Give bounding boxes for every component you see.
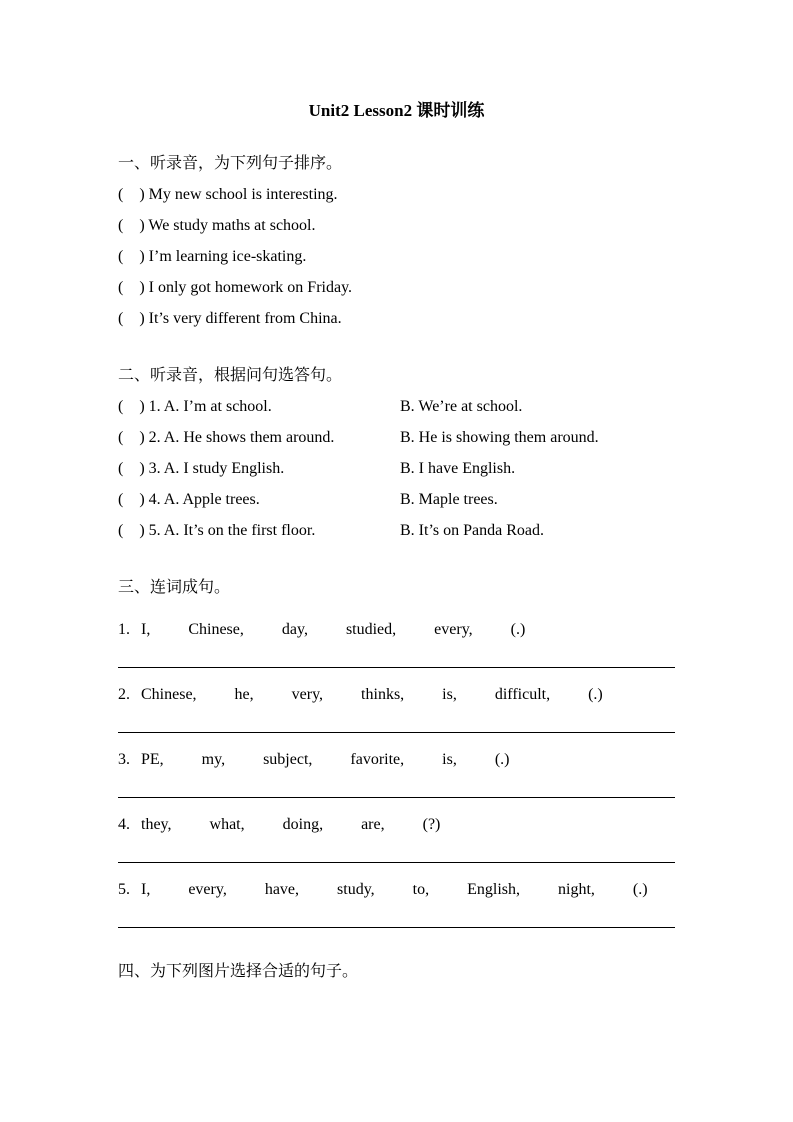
option-a: ( ) 3. A. I study English.	[118, 460, 285, 477]
choice-row	[118, 453, 675, 484]
item-number: 4.	[118, 816, 130, 833]
section-4-heading: 四、为下列图片选择合适的句子。	[118, 963, 359, 980]
listen-order-item: ( ) We study maths at school.	[118, 217, 316, 234]
scramble-word: he,	[234, 686, 254, 703]
option-a: ( ) 4. A. Apple trees.	[118, 491, 260, 508]
section-3	[118, 572, 675, 928]
scramble-item	[118, 683, 675, 733]
scramble-word: (.)	[632, 881, 648, 898]
item-number: 3.	[118, 751, 130, 768]
scramble-word: study,	[337, 881, 375, 898]
choice-row	[118, 391, 675, 422]
choice-row	[118, 422, 675, 453]
section-4	[118, 956, 675, 987]
scramble-word: (?)	[422, 816, 441, 833]
answer-blank-line	[118, 797, 675, 798]
listen-order-item: ( ) My new school is interesting.	[118, 186, 338, 203]
scramble-word: to,	[412, 881, 430, 898]
option-a: ( ) 5. A. It’s on the first floor.	[118, 522, 316, 539]
scramble-word: difficult,	[494, 686, 551, 703]
scramble-word: subject,	[263, 751, 313, 768]
scramble-word: what,	[209, 816, 245, 833]
choice-row	[118, 484, 675, 515]
scramble-word: every,	[434, 621, 473, 638]
option-b: B. We’re at school.	[400, 398, 523, 415]
item-number: 2.	[118, 686, 130, 703]
scramble-words	[118, 618, 675, 642]
scramble-words	[118, 878, 675, 902]
scramble-word: thinks,	[361, 686, 405, 703]
scramble-word: I,	[141, 881, 151, 898]
answer-blank-line	[118, 927, 675, 928]
option-a: ( ) 1. A. I’m at school.	[118, 398, 272, 415]
section-2-heading: 二、听录音，根据问句选答句。	[118, 367, 343, 384]
scramble-word: are,	[361, 816, 385, 833]
listen-order-item: ( ) It’s very different from China.	[118, 310, 342, 327]
scramble-word: I,	[141, 621, 151, 638]
scramble-word: (.)	[510, 621, 526, 638]
answer-blank-line	[118, 732, 675, 733]
section-1	[118, 148, 675, 334]
section-3-heading: 三、连词成句。	[118, 579, 231, 596]
scramble-word: favorite,	[350, 751, 405, 768]
scramble-word: is,	[442, 686, 457, 703]
scramble-word: night,	[558, 881, 595, 898]
scramble-word: is,	[442, 751, 457, 768]
scramble-word: doing,	[282, 816, 324, 833]
scramble-word: every,	[188, 881, 227, 898]
page-title: Unit2 Lesson2 课时训练	[308, 101, 485, 120]
scramble-word: Chinese,	[188, 621, 244, 638]
scramble-word: day,	[281, 621, 308, 638]
option-b: B. I have English.	[400, 460, 516, 477]
listen-order-item: ( ) I only got homework on Friday.	[118, 279, 353, 296]
section-2	[118, 360, 675, 546]
scramble-words	[118, 813, 675, 837]
section-1-heading: 一、听录音，为下列句子排序。	[118, 155, 343, 172]
listen-order-item: ( ) I’m learning ice-skating.	[118, 248, 307, 265]
scramble-item	[118, 748, 675, 798]
item-number: 5.	[118, 881, 130, 898]
scramble-word: have,	[264, 881, 300, 898]
scramble-words	[118, 748, 675, 772]
choice-row	[118, 515, 675, 546]
option-b: B. He is showing them around.	[400, 429, 599, 446]
scramble-item	[118, 618, 675, 668]
scramble-word: my,	[201, 751, 226, 768]
option-b: B. It’s on Panda Road.	[400, 522, 544, 539]
scramble-word: (.)	[588, 686, 603, 703]
option-b: B. Maple trees.	[400, 491, 498, 508]
answer-blank-line	[118, 667, 675, 668]
scramble-words	[118, 683, 675, 707]
option-a: ( ) 2. A. He shows them around.	[118, 429, 335, 446]
scramble-word: Chinese,	[141, 686, 197, 703]
scramble-word: studied,	[345, 621, 397, 638]
scramble-item	[118, 878, 675, 928]
scramble-word: they,	[141, 816, 172, 833]
scramble-word: (.)	[494, 751, 510, 768]
scramble-word: PE,	[141, 751, 164, 768]
answer-blank-line	[118, 862, 675, 863]
item-number: 1.	[118, 621, 130, 638]
scramble-word: English,	[467, 881, 521, 898]
scramble-word: very,	[291, 686, 324, 703]
scramble-item	[118, 813, 675, 863]
